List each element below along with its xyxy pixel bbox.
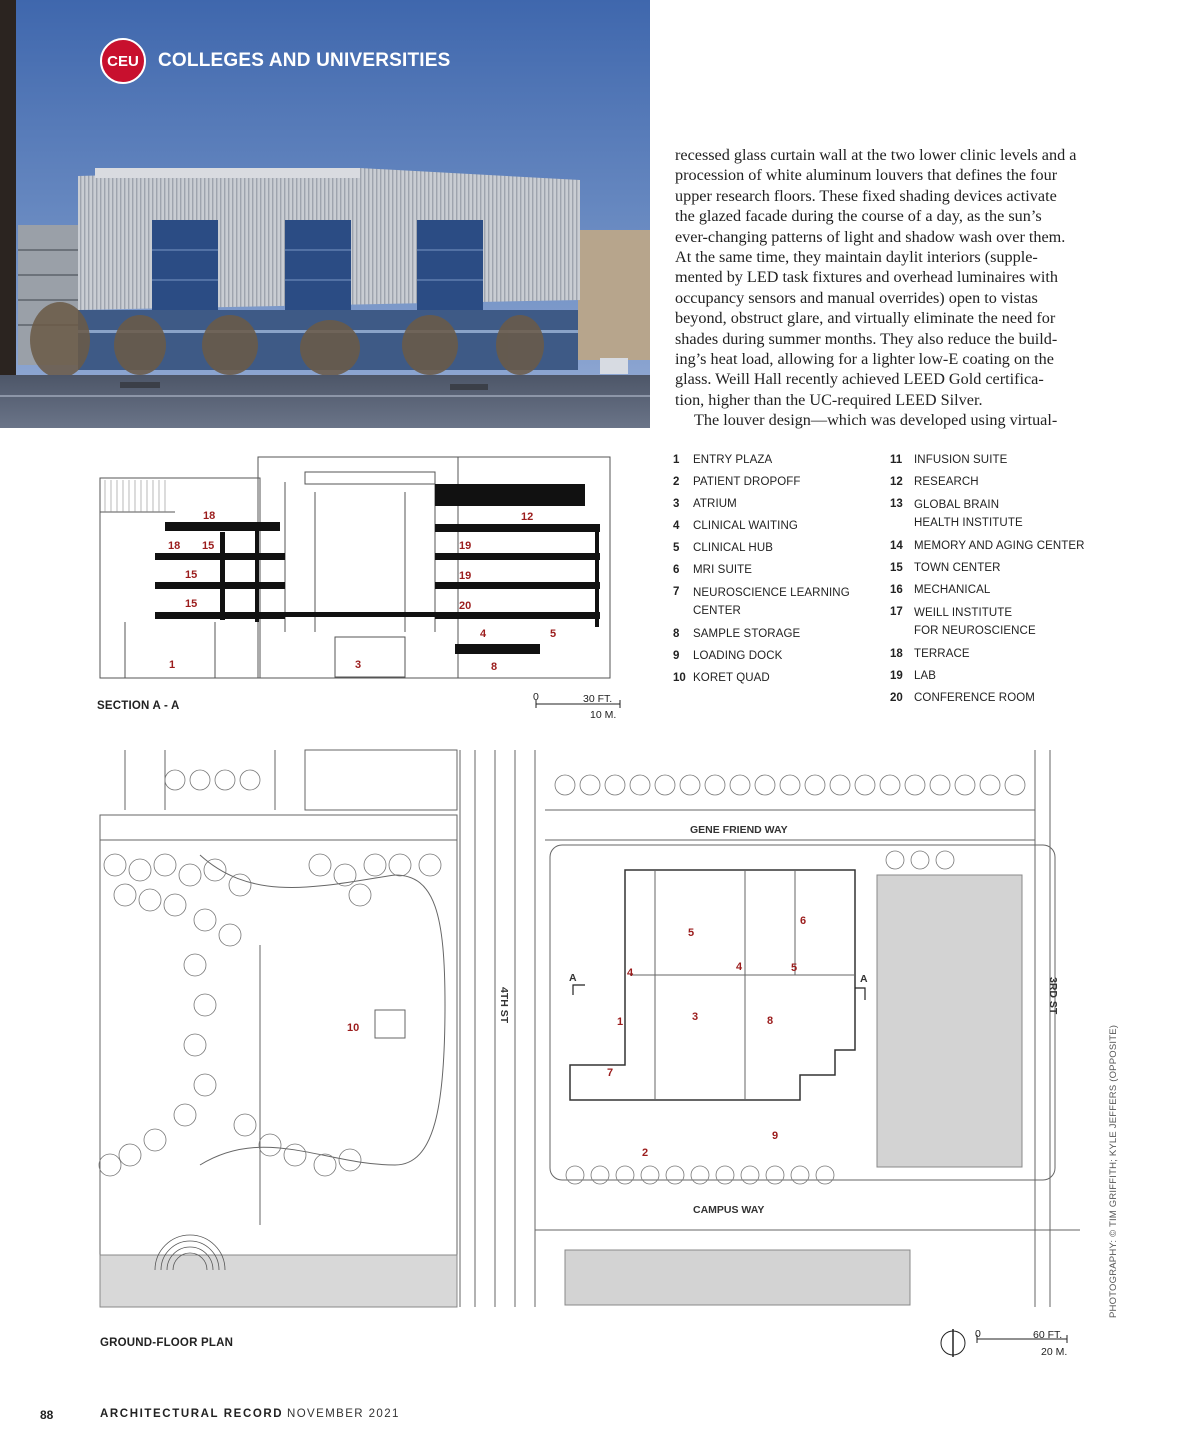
legend-label: CLINICAL WAITING [693,520,798,532]
legend-label: MRI SUITE [693,564,753,576]
legend-number: 15 [890,562,903,574]
section-label-1: 1 [169,659,176,671]
legend-column-1 [673,452,873,692]
plan-label-5: 5 [791,962,798,974]
legend-label: ATRIUM [693,498,737,510]
legend-column-2 [890,452,1110,712]
legend-label: TERRACE [914,648,970,660]
legend-number: 8 [673,628,680,640]
legend-item [673,518,873,534]
page-number: 88 [40,1408,54,1422]
legend-item [673,584,873,620]
scale-zero: 0 [533,691,539,703]
legend-item [673,540,873,556]
legend-item [890,668,1110,684]
legend-label: LAB [914,670,937,682]
section-label-4: 4 [480,628,487,640]
legend-label: LOADING DOCK [693,650,783,662]
legend-number: 14 [890,540,903,552]
ceu-badge: CEU [100,38,146,84]
legend-item [890,452,1110,468]
legend-item [673,474,873,490]
section-label: COLLEGES AND UNIVERSITIES [158,50,451,71]
legend-number: 5 [673,542,680,554]
legend-item [673,648,873,664]
body-paragraph: The louver design—which was developed using virtual- [694,411,1058,430]
street-gene-friend-way: GENE FRIEND WAY [690,824,788,836]
legend-number: 13 [890,498,903,510]
scale-zero: 0 [975,1328,981,1340]
legend-number: 12 [890,476,903,488]
legend-label: INFUSION SUITE [914,454,1008,466]
section-label-15: 15 [185,569,198,581]
legend-number: 9 [673,650,680,662]
legend-number: 1 [673,454,680,466]
legend-number: 10 [673,672,686,684]
ground-floor-plan [95,745,1080,1315]
legend-item [673,562,873,578]
legend-label: KORET QUAD [693,672,770,684]
section-label-8: 8 [491,661,498,673]
section-label-15: 15 [185,598,198,610]
legend-item [890,496,1110,532]
legend-label: NEUROSCIENCE LEARNING CENTER [693,587,850,617]
legend-number: 11 [890,454,903,466]
street-campus-way: CAMPUS WAY [693,1204,765,1216]
legend-item [890,560,1110,576]
legend-number: 19 [890,670,903,682]
plan-label-3: 3 [692,1011,699,1023]
section-scale-bar [530,690,625,722]
plan-caption: GROUND-FLOOR PLAN [100,1337,234,1349]
legend-item [890,538,1110,554]
body-paragraph: recessed glass curtain wall at the two lower clinic levels and a procession of white aluminum louvers that defines the four upper research floors. These fixed shading devices activate the glazed facade during the course of a day, as the sun’s ever-changing patterns of light and shadow wash over them. At the same time, they maintain daylit interiors (supple- mented by LED task fixtures and overhead luminaires with occupancy sensors and manual overrides) open to vistas beyond, obstruct glare, and virtually eliminate the need for shades during summer months. They also reduce the build- ing’s heat load, allowing for a lighter low-E coating on the glass. Weill Hall recently achieved LEED Gold certifica- tion, higher than the UC-required LEED Silver. [675,146,1077,409]
legend-item [673,626,873,642]
article-body [675,145,1090,431]
legend-number: 16 [890,584,903,596]
legend-item [890,582,1110,598]
legend-number: 20 [890,692,903,704]
legend-label: PATIENT DROPOFF [693,476,801,488]
section-label-18: 18 [203,510,216,522]
legend-item [890,690,1110,706]
legend-number: 3 [673,498,680,510]
plan-label-1: 1 [617,1016,624,1028]
section-label-19: 19 [459,570,472,582]
legend-number: 17 [890,606,903,618]
legend-item [890,474,1110,490]
section-label-5: 5 [550,628,557,640]
section-label-15: 15 [202,540,215,552]
legend-label: CLINICAL HUB [693,542,774,554]
section-caption: SECTION A - A [97,700,180,712]
legend-number: 7 [673,586,680,598]
plan-label-6: 6 [800,915,807,927]
legend-label: CONFERENCE ROOM [914,692,1035,704]
legend-item [673,452,873,468]
scale-meters: 10 M. [590,709,617,721]
legend-label: WEILL INSTITUTE FOR NEUROSCIENCE [914,607,1036,637]
plan-label-8: 8 [767,1015,774,1027]
plan-label-4: 4 [627,967,634,979]
section-label-3: 3 [355,659,362,671]
legend-label: ENTRY PLAZA [693,454,773,466]
section-label-20: 20 [459,600,472,612]
street-3rd-st: 3RD ST [1047,977,1059,1015]
scale-meters: 20 M. [1041,1346,1068,1358]
plan-label-7: 7 [607,1067,614,1079]
section-marker-right: A [860,973,868,985]
scale-feet: 60 FT. [1033,1329,1063,1341]
legend-item [673,670,873,686]
legend-label: MEMORY AND AGING CENTER [914,540,1085,552]
legend-number: 2 [673,476,680,488]
legend-item [890,604,1110,640]
section-marker-left: A [569,972,577,984]
issue-date: NOVEMBER 2021 [287,1408,400,1420]
plan-label-10: 10 [347,1022,360,1034]
photo-credit: PHOTOGRAPHY: © TIM GRIFFITH; KYLE JEFFERS (OPPOSITE) [1108,1024,1119,1318]
legend-number: 4 [673,520,680,532]
section-label-18: 18 [168,540,181,552]
legend-label: GLOBAL BRAIN HEALTH INSTITUTE [914,499,1023,529]
street-4th-st: 4TH ST [498,987,510,1024]
legend-label: TOWN CENTER [914,562,1001,574]
plan-label-9: 9 [772,1130,779,1142]
plan-label-5: 5 [688,927,695,939]
plan-label-2: 2 [642,1147,649,1159]
magazine-title: ARCHITECTURAL RECORD [100,1408,284,1420]
section-label-12: 12 [521,511,534,523]
section-label-19: 19 [459,540,472,552]
plan-scale-bar [935,1325,1075,1361]
legend-label: RESEARCH [914,476,979,488]
legend-label: SAMPLE STORAGE [693,628,801,640]
legend-number: 18 [890,648,903,660]
legend-number: 6 [673,564,680,576]
section-drawing [95,452,625,687]
scale-feet: 30 FT. [583,693,613,705]
plan-label-4: 4 [736,961,743,973]
legend-item [673,496,873,512]
legend-item [890,646,1110,662]
legend-label: MECHANICAL [914,584,991,596]
